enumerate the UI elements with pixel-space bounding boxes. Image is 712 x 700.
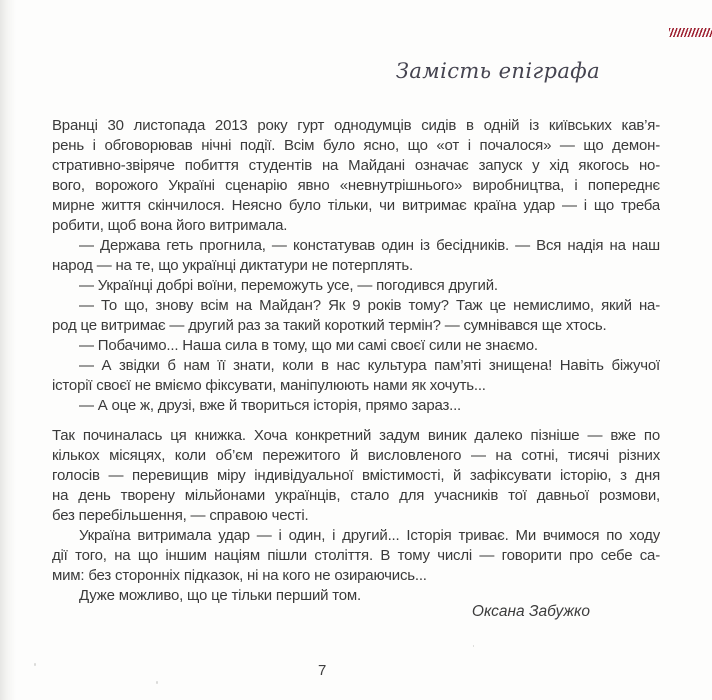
text-line: — То що, знову всім на Майдан? Як 9 років тому? Таж це немислимо, який на-: [79, 297, 660, 314]
paragraph: [52, 396, 660, 416]
paragraph: [52, 336, 660, 356]
scan-speck: [34, 663, 36, 666]
text-line: род це витримає — другий раз за такий короткий термін? — сумнівався ще хтось.: [52, 317, 607, 334]
hatch-decoration-icon: [669, 28, 712, 37]
text-line: без перебільшення, — справою честі.: [52, 507, 309, 524]
text-line: — А оце ж, друзі, вже й твориться історія, прямо зараз...: [79, 397, 462, 414]
text-line: на день творену мільйонами українців, стало для учасників тої давньої розмови,: [52, 487, 660, 504]
text-line: голосів — перевищив міру індивідуальної вмістимості, й зафіксувати історію, з дня: [52, 467, 660, 484]
body-text: [52, 116, 660, 606]
text-line: — Держава геть прогнила, — констатував один із бесідників. — Вся надія на наш: [79, 237, 660, 254]
text-line: Так починалась ця книжка. Хоча конкретний задум виник далеко пізніше — вже по: [52, 427, 660, 444]
paragraph: [52, 426, 660, 526]
text-line: — Українці добрі воїни, переможуть усе, — погодився другий.: [79, 277, 498, 294]
text-line: Вранці 30 листопада 2013 року гурт однодумців сидів в одній із київських кав’я-: [52, 117, 660, 134]
text-line: Україна витримала удар — і один, і другий... Історія триває. Ми вчимося по ходу: [79, 527, 660, 544]
scan-speck: [473, 645, 474, 647]
paragraph: [52, 236, 660, 276]
paragraph: [52, 296, 660, 336]
chapter-title: Замість епіграфа: [395, 59, 600, 83]
text-line: мим: без сторонніх підказок, ні на кого не озираючись...: [52, 567, 427, 584]
scan-speck: [156, 681, 158, 684]
text-line: Дуже можливо, що це тільки перший том.: [79, 587, 362, 604]
text-line: рень і обговорював нічні події. Всім було ясно, що «от і почалося» — що демон-: [52, 137, 660, 154]
paragraph: [52, 276, 660, 296]
author-signature: Оксана Забужко: [471, 603, 590, 620]
text-line: народ — на те, що українці диктатури не потерплять.: [52, 257, 414, 274]
text-line: дії того, на що іншим націям пішли століття. В тому числі — говорити про себе са-: [52, 547, 660, 564]
paragraph: [52, 526, 660, 586]
text-line: історії своєї не вміємо фіксувати, маніпулюють нами як хочуть...: [52, 377, 486, 394]
text-line: робити, щоб вона його витримала.: [52, 217, 288, 234]
text-line: мирне життя скінчилося. Неясно було тільки, чи витримає країна удар — і що треба: [52, 197, 660, 214]
text-line: кількох місяцях, коли об’єм пережитого й висловленого — на сотні, тисячі різних: [52, 447, 660, 464]
paragraph: [52, 356, 660, 396]
text-line: — Побачимо... Наша сила в тому, що ми самі своєї сили не знаємо.: [79, 337, 538, 354]
text-line: стративно-звіряче побиття студентів на Майдані означає запуск у хід якогось но-: [52, 157, 660, 174]
paragraph: [52, 116, 660, 236]
text-line: вого, ворожого Україні сценарію явно «невнутрішнього» виробництва, і попереднє: [52, 177, 660, 194]
page-number: 7: [318, 662, 327, 679]
text-line: — А звідки б нам її знати, коли в нас культура пам’яті знищена! Навіть біжучої: [79, 357, 660, 374]
